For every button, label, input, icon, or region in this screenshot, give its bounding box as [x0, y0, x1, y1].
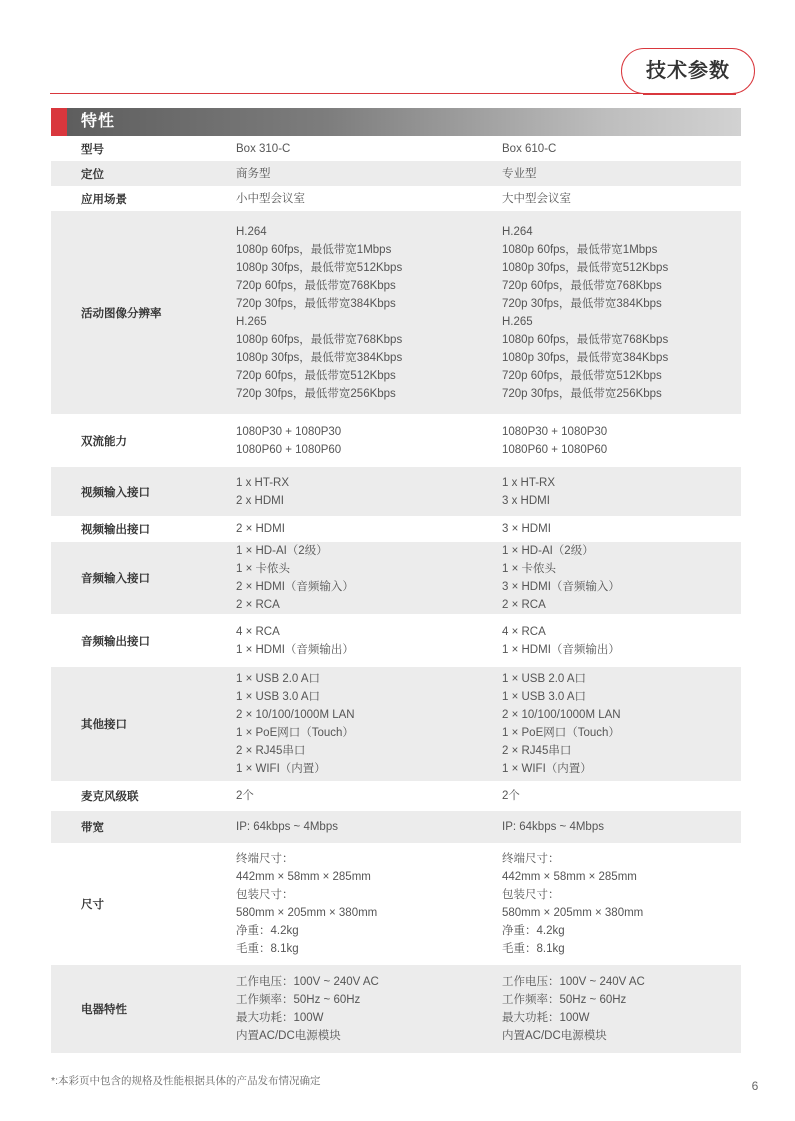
box-310-value: [236, 614, 496, 667]
table-row: [51, 781, 741, 811]
value-line: 工作频率：50Hz ~ 60Hz: [502, 994, 627, 1006]
row-label: 音频输出接口: [81, 635, 150, 648]
value-line: 1080p 30fps，最低带宽384Kbps: [502, 351, 669, 364]
value-line: 4 × RCA: [236, 625, 280, 638]
table-row: [51, 516, 741, 542]
row-label: 带宽: [81, 822, 104, 834]
box-310-value: [236, 781, 496, 811]
value-line: 小中型会议室: [236, 192, 305, 205]
box-610-value: [502, 467, 737, 516]
value-line: 净重：4.2kg: [236, 925, 299, 937]
value-line: 1 × WIFI（内置）: [236, 763, 326, 775]
value-line: 1 x HT-RX: [502, 476, 556, 489]
value-line: 2 × 10/100/1000M LAN: [502, 709, 621, 721]
box-610-value: [502, 781, 737, 811]
value-line: 2 × HDMI: [236, 523, 285, 535]
value-line: 净重：4.2kg: [502, 925, 565, 937]
table-row: [51, 186, 741, 211]
value-line: 1080P30 + 1080P30: [236, 425, 342, 438]
box-310-value: [236, 414, 496, 467]
row-label: 电器特性: [81, 1004, 127, 1016]
value-line: 720p 30fps，最低带宽256Kbps: [236, 387, 396, 400]
value-line: 1080P60 + 1080P60: [236, 443, 342, 456]
value-line: 工作电压：100V ~ 240V AC: [502, 976, 645, 988]
value-line: 1080P60 + 1080P60: [502, 443, 608, 456]
value-line: 1080p 60fps，最低带宽1Mbps: [236, 243, 392, 256]
value-line: IP: 64kbps ~ 4Mbps: [502, 821, 604, 833]
box-610-value: [502, 414, 737, 467]
value-line: 最大功耗：100W: [502, 1012, 590, 1024]
box-310-value: [236, 161, 496, 186]
value-line: 1 × HD-AI（2级）: [236, 545, 328, 557]
table-row: [51, 467, 741, 516]
row-label: 其他接口: [81, 719, 127, 731]
value-line: 3 × HDMI（音频输入）: [502, 581, 620, 593]
box-610-value: [502, 516, 737, 542]
value-line: 1080p 60fps，最低带宽1Mbps: [502, 243, 658, 256]
value-line: 580mm × 205mm × 380mm: [236, 907, 378, 919]
value-line: 1 × HDMI（音频输出）: [502, 643, 620, 656]
box-610-value: [502, 965, 737, 1053]
row-label: 双流能力: [81, 435, 127, 448]
box-610-value: [502, 614, 737, 667]
value-line: 1 × WIFI（内置）: [502, 763, 592, 775]
row-label: 定位: [81, 168, 104, 181]
box-310-value: [236, 667, 496, 781]
value-line: 1 x HT-RX: [236, 476, 290, 489]
box-610-value: [502, 667, 737, 781]
section-accent: [51, 108, 67, 136]
value-line: 720p 30fps，最低带宽384Kbps: [236, 297, 396, 310]
value-line: 内置AC/DC电源模块: [502, 1030, 607, 1042]
value-line: 442mm × 58mm × 285mm: [236, 871, 371, 883]
value-line: 包装尺寸：: [236, 889, 294, 901]
table-row: [51, 614, 741, 667]
row-label: 视频输出接口: [81, 524, 150, 536]
box-310-value: [236, 542, 496, 614]
box-310-value: [236, 186, 496, 211]
value-line: 大中型会议室: [502, 192, 571, 205]
value-line: H.265: [236, 315, 267, 328]
box-610-value: [502, 542, 737, 614]
row-label: 活动图像分辨率: [81, 307, 162, 320]
section-title: 特性: [81, 113, 116, 130]
value-line: 1080p 60fps，最低带宽768Kbps: [236, 333, 403, 346]
box-310-value: [236, 811, 496, 843]
box-610-value: [502, 136, 737, 161]
value-line: 720p 60fps，最低带宽768Kbps: [502, 279, 662, 292]
row-label: 型号: [81, 143, 104, 156]
value-line: 毛重：8.1kg: [236, 943, 299, 955]
value-line: 720p 30fps，最低带宽384Kbps: [502, 297, 662, 310]
value-line: 1 × USB 3.0 A口: [502, 691, 587, 703]
value-line: 1080p 30fps，最低带宽384Kbps: [236, 351, 403, 364]
box-610-value: [502, 843, 737, 965]
value-line: 商务型: [236, 167, 271, 180]
value-line: 包装尺寸：: [502, 889, 560, 901]
table-row: [51, 965, 741, 1053]
value-line: 2 × RCA: [502, 599, 546, 611]
value-line: 2个: [236, 790, 254, 802]
box-310-value: [236, 843, 496, 965]
table-row: [51, 811, 741, 843]
value-line: 1 × USB 2.0 A口: [236, 673, 321, 685]
page-number: 6: [751, 1079, 759, 1093]
value-line: 1 × USB 2.0 A口: [502, 673, 587, 685]
value-line: 1080p 30fps，最低带宽512Kbps: [236, 261, 403, 274]
box-310-value: [236, 965, 496, 1053]
value-line: 工作频率：50Hz ~ 60Hz: [236, 994, 361, 1006]
header-divider: [50, 93, 736, 94]
section-header-bar: [51, 108, 741, 136]
row-label: 音频输入接口: [81, 573, 150, 585]
table-row: [51, 542, 741, 614]
value-line: 终端尺寸：: [502, 853, 560, 865]
value-line: 2 × RJ45串口: [502, 745, 572, 757]
value-line: 工作电压：100V ~ 240V AC: [236, 976, 379, 988]
value-line: 1 × 卡侬头: [502, 563, 557, 575]
row-label: 尺寸: [81, 899, 104, 911]
value-line: 580mm × 205mm × 380mm: [502, 907, 644, 919]
value-line: 1 × PoE网口（Touch）: [502, 727, 620, 739]
box-310-value: [236, 211, 496, 414]
value-line: 1 × USB 3.0 A口: [236, 691, 321, 703]
box-610-value: [502, 186, 737, 211]
value-line: Box 610-C: [502, 142, 557, 155]
value-line: 720p 60fps，最低带宽512Kbps: [502, 369, 662, 382]
value-line: H.265: [502, 315, 533, 328]
value-line: 终端尺寸：: [236, 853, 294, 865]
row-label: 麦克风级联: [81, 791, 139, 803]
value-line: 4 × RCA: [502, 625, 546, 638]
box-310-value: [236, 467, 496, 516]
value-line: 3 × HDMI: [502, 523, 551, 535]
box-310-value: [236, 136, 496, 161]
table-row: [51, 843, 741, 965]
table-row: [51, 414, 741, 467]
value-line: 1 × HDMI（音频输出）: [236, 643, 354, 656]
value-line: 720p 30fps，最低带宽256Kbps: [502, 387, 662, 400]
value-line: 专业型: [502, 167, 537, 180]
value-line: 2 × RJ45串口: [236, 745, 306, 757]
value-line: 442mm × 58mm × 285mm: [502, 871, 637, 883]
value-line: 1 × HD-AI（2级）: [502, 545, 594, 557]
spec-table: [51, 136, 741, 1053]
value-line: 720p 60fps，最低带宽768Kbps: [236, 279, 396, 292]
value-line: 1 × PoE网口（Touch）: [236, 727, 354, 739]
value-line: 2 × HDMI（音频输入）: [236, 581, 354, 593]
page-title: 技术参数: [646, 60, 730, 82]
box-610-value: [502, 811, 737, 843]
value-line: 1080p 60fps，最低带宽768Kbps: [502, 333, 669, 346]
value-line: 1080P30 + 1080P30: [502, 425, 608, 438]
box-310-value: [236, 516, 496, 542]
box-610-value: [502, 161, 737, 186]
value-line: 720p 60fps，最低带宽512Kbps: [236, 369, 396, 382]
value-line: 3 x HDMI: [502, 494, 550, 507]
value-line: 1080p 30fps，最低带宽512Kbps: [502, 261, 669, 274]
value-line: Box 310-C: [236, 142, 291, 155]
row-label: 应用场景: [81, 193, 127, 206]
table-row: [51, 136, 741, 161]
value-line: 2个: [502, 790, 520, 802]
value-line: 内置AC/DC电源模块: [236, 1030, 341, 1042]
table-row: [51, 211, 741, 414]
value-line: 2 × 10/100/1000M LAN: [236, 709, 355, 721]
value-line: 2 x HDMI: [236, 494, 284, 507]
value-line: 1 × 卡侬头: [236, 563, 291, 575]
table-row: [51, 667, 741, 781]
table-row: [51, 161, 741, 186]
value-line: 最大功耗：100W: [236, 1012, 324, 1024]
row-label: 视频输入接口: [81, 486, 150, 499]
value-line: 毛重：8.1kg: [502, 943, 565, 955]
value-line: H.264: [236, 225, 267, 238]
footnote: *:本彩页中包含的规格及性能根据具体的产品发布情况确定: [51, 1075, 321, 1087]
value-line: IP: 64kbps ~ 4Mbps: [236, 821, 338, 833]
value-line: 2 × RCA: [236, 599, 280, 611]
value-line: H.264: [502, 225, 533, 238]
box-610-value: [502, 211, 737, 414]
